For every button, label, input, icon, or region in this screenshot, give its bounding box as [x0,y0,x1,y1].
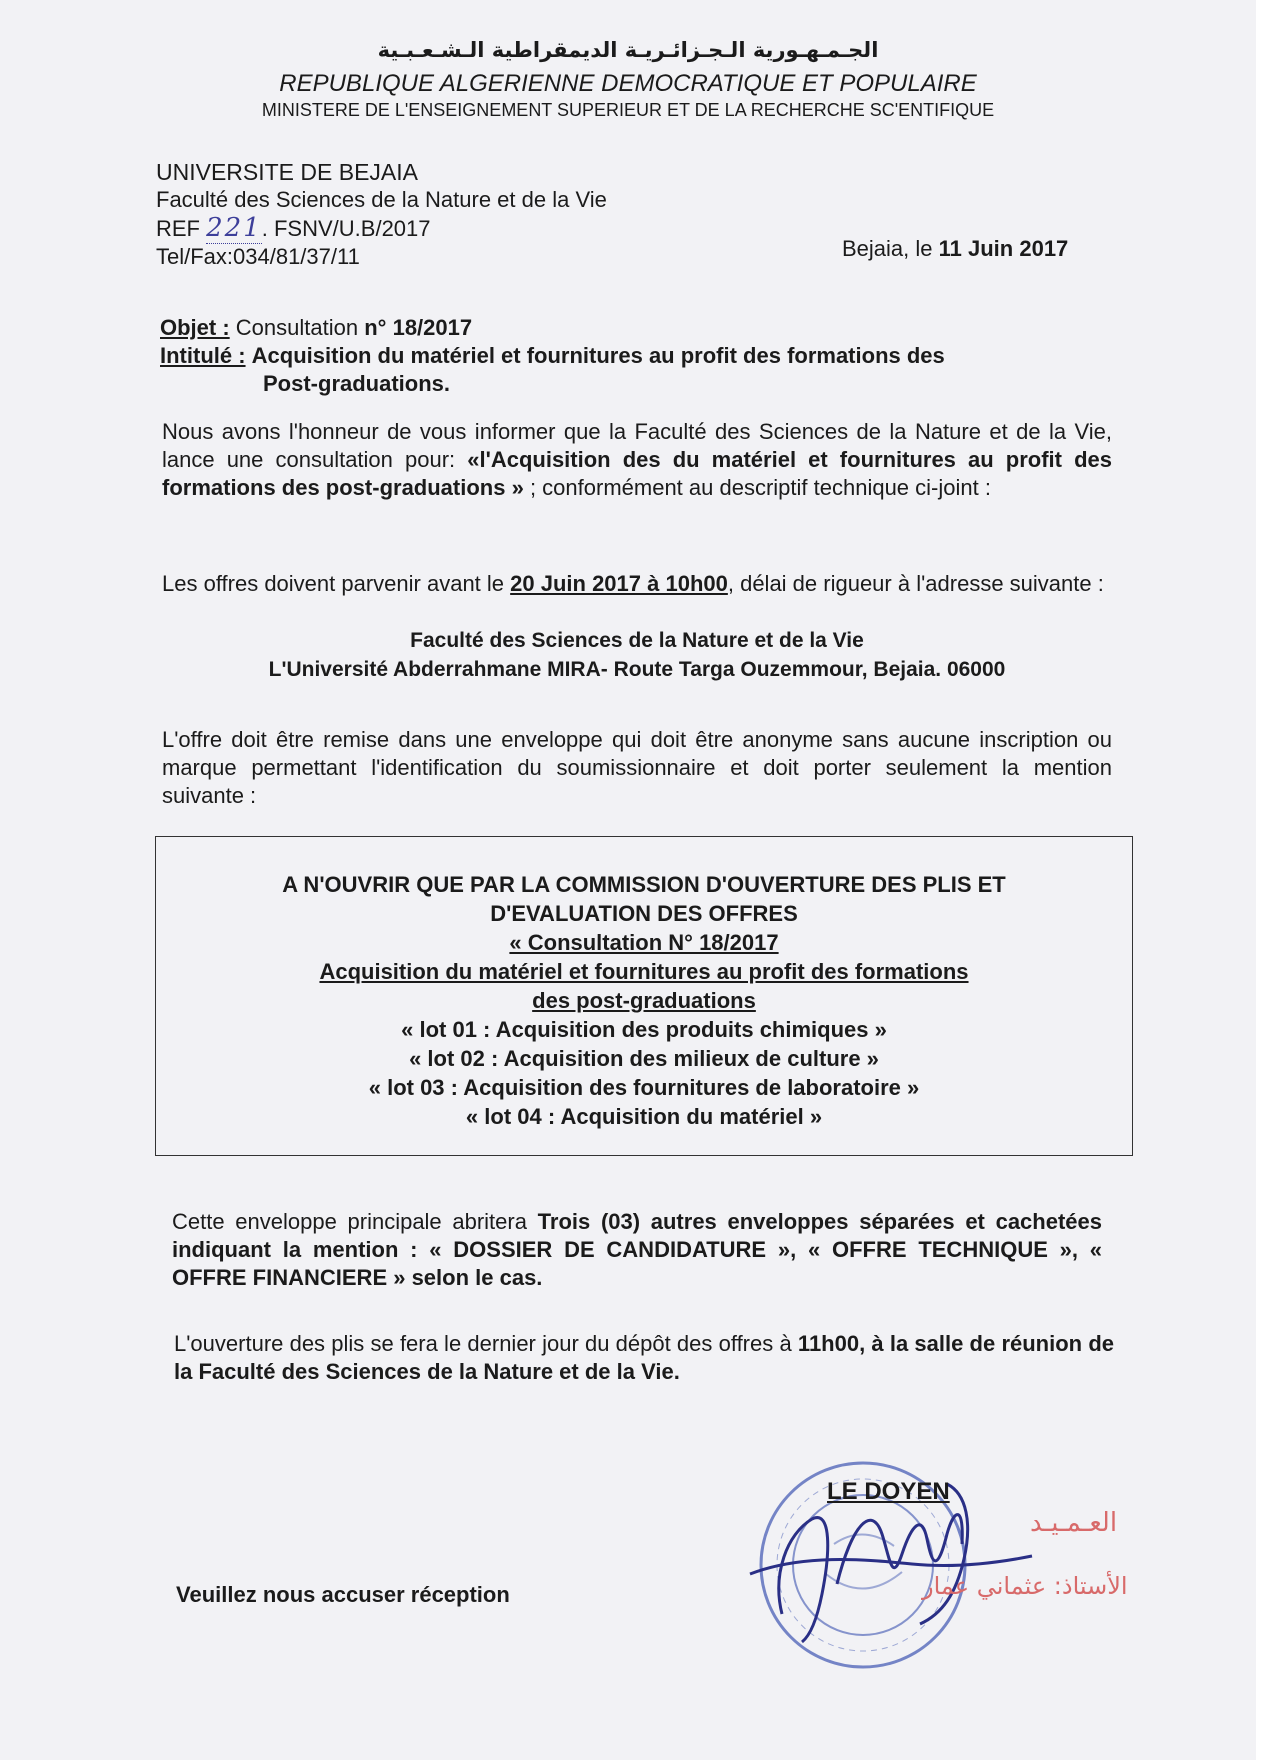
date-value: 11 Juin 2017 [938,236,1069,261]
p4-bold: Trois (03) autres enveloppes séparées et cachetées indiquant la mention : « DOSSIER DE CANDIDATURE », « OFFRE TECHNIQUE », « OFFRE FINANCIERE » selon le cas. [172,1209,1102,1290]
address-line1: Faculté des Sciences de la Nature et de la Vie [410,629,864,652]
lot-item: « lot 03 : Acquisition des fournitures de laboratoire » [368,1075,920,1100]
ref-number-handwritten: 221 [206,213,262,243]
paragraph-intro [162,418,1112,502]
date-prefix: Bejaia, le [842,236,933,261]
p4-start: Cette enveloppe principale abritera [172,1209,527,1234]
acknowledgement-request: Veuillez nous accuser réception [176,1582,510,1607]
ref-prefix: REF [156,216,200,241]
header-ministry: MINISTERE DE L'ENSEIGNEMENT SUPERIEUR ET DE LA RECHERCHE SC'ENTIFIQUE [261,100,995,120]
p2-start: Les offres doivent parvenir avant le [162,571,505,596]
address-line2: L'Université Abderrahmane MIRA- Route Targa Ouzemmour, Bejaia. 06000 [268,658,1006,681]
objet-line [160,314,1110,342]
box-line4: Acquisition du matériel et fournitures au profit des formations [319,959,969,984]
p2-end: , délai de rigueur à l'adresse suivante : [727,571,1104,596]
paragraph-ouverture [174,1330,1114,1386]
telfax: Tel/Fax:034/81/37/11 [156,244,360,269]
intitule-line2: Post-graduations. [263,371,451,396]
box-line3: « Consultation N° 18/2017 [509,930,779,955]
header-arabic-republic: الجـمـهـورية الـجـزائـريـة الديمقراطية الـشـعـبـية [377,38,879,62]
intitule-label: Intitulé : [160,343,246,368]
header-republic: REPUBLIQUE ALGERIENNE DEMOCRATIQUE ET POPULAIRE [279,70,977,97]
lot-item: « lot 04 : Acquisition du matériel » [465,1104,823,1129]
reference-line [156,214,607,243]
p1-start: Nous avons l'honneur de vous informer que la Faculté des Sciences de la Nature et de la Vie, lance une consultation pour: [162,419,1112,472]
objet-label: Objet : [160,315,230,340]
p5-bold: 11h00, à la salle de réunion de la Faculté des Sciences de la Nature et de la Vie. [174,1331,1114,1384]
box-line2: D'EVALUATION DES OFFRES [490,901,798,926]
paragraph-enveloppes [172,1208,1102,1292]
box-line1: A N'OUVRIR QUE PAR LA COMMISSION D'OUVERTURE DES PLIS ET [282,872,1006,897]
lot-item: « lot 01 : Acquisition des produits chimiques » [401,1017,887,1042]
p1-end: ; conformément au descriptif technique ci-joint : [529,475,991,500]
intitule-line [160,342,1110,370]
sender-block [156,158,607,271]
p1-bold: «l'Acquisition des du matériel et fournitures au profit des formations des post-graduations » [162,447,1112,500]
objet-number: n° 18/2017 [364,315,473,340]
lot-item: « lot 02 : Acquisition des milieux de culture » [409,1046,879,1071]
arabic-dean-name: الأستاذ: عثماني عمار [922,1572,1128,1600]
subject-block [160,314,1110,398]
arabic-dean-title: العـمـيـد [1030,1508,1118,1538]
doyen-title: LE DOYEN [827,1478,950,1505]
envelope-mention-box [155,836,1133,1156]
intitule-text: Acquisition du matériel et fournitures au profit des formations des [251,343,945,368]
university-name: UNIVERSITE DE BEJAIA [156,159,419,185]
paragraph-envelope: L'offre doit être remise dans une enveloppe qui doit être anonyme sans aucune inscription ou marque permettant l'identification du soumissionnaire et doit porter seulement la mention suivante : [162,727,1112,808]
faculty-name: Faculté des Sciences de la Nature et de la Vie [156,187,607,212]
objet-text: Consultation [235,315,359,340]
p2-deadline: 20 Juin 2017 à 10h00 [510,571,728,596]
date-line [842,236,1068,262]
p5-start: L'ouverture des plis se fera le dernier jour du dépôt des offres à [174,1331,792,1356]
scan-margin [1256,0,1279,1760]
ref-suffix: . FSNV/U.B/2017 [261,216,431,241]
paragraph-deadline [162,570,1112,598]
box-line5: des post-graduations [532,988,756,1013]
